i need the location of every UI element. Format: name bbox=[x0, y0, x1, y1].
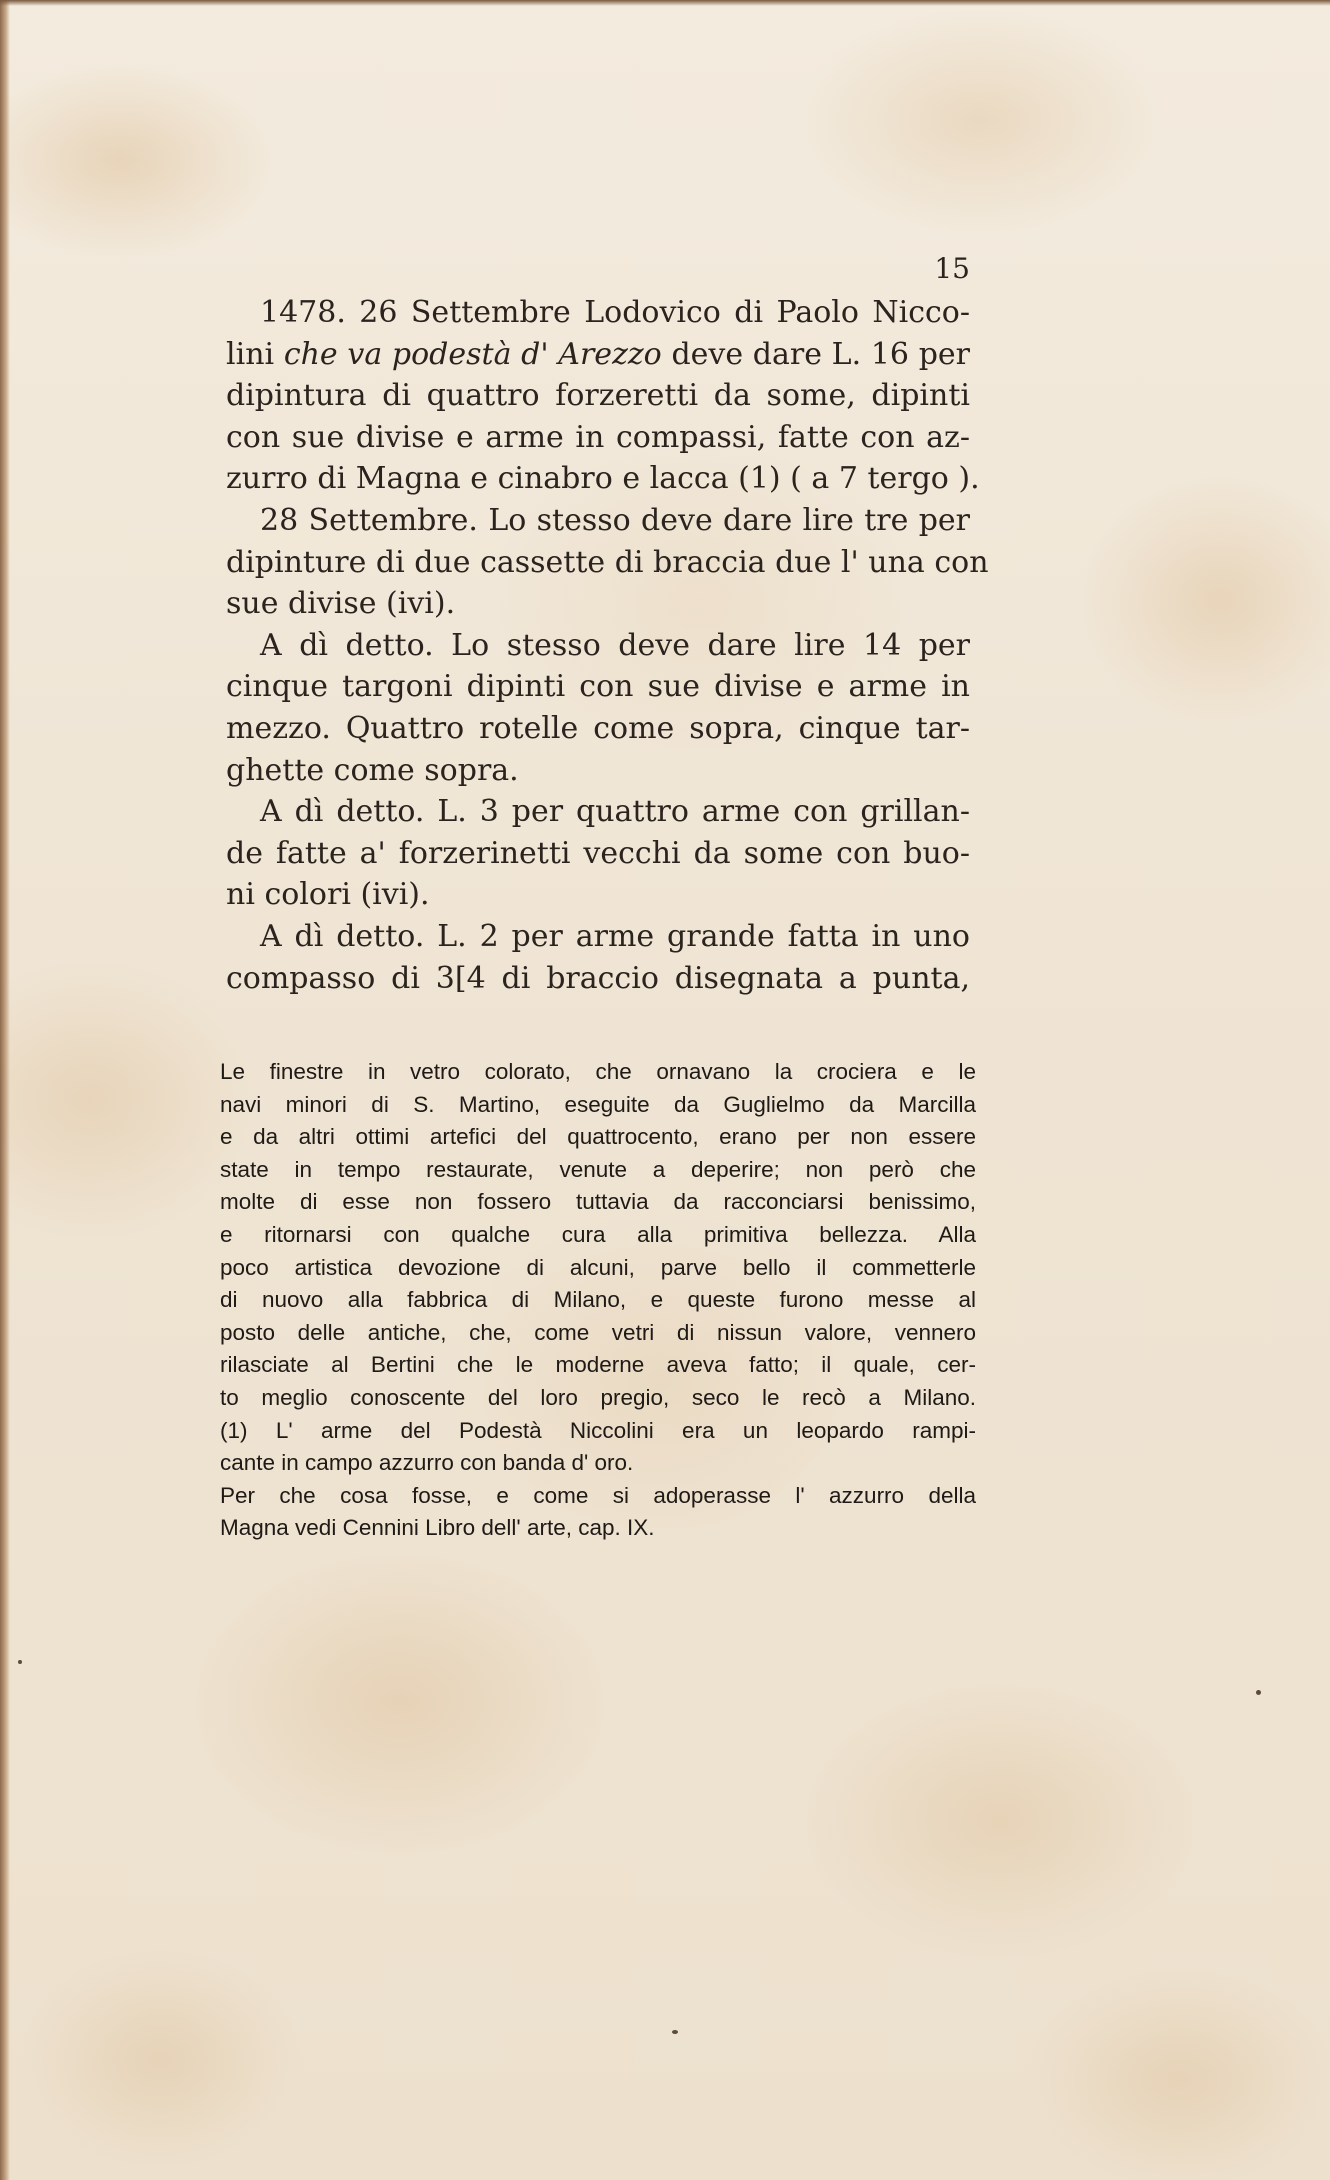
text-line: 1478. 26 Settembre Lodovico di Paolo Nicco- bbox=[260, 295, 970, 330]
footnote-line: rilasciate al Bertini che le moderne aveva fatto; il quale, cer- bbox=[220, 1352, 976, 1378]
italic-phrase: che va podestà d' Arezzo bbox=[283, 336, 662, 372]
text-line: cinque targoni dipinti con sue divise e arme in bbox=[226, 669, 970, 705]
footnote-line: to meglio conoscente del loro pregio, seco le recò a Milano. bbox=[220, 1384, 976, 1410]
footnote-line: di nuovo alla fabbrica di Milano, e queste furono messe al bbox=[220, 1287, 976, 1313]
page-binding-edge bbox=[0, 0, 10, 2180]
footnote-line: Le finestre in vetro colorato, che ornavano la crociera e le bbox=[220, 1059, 976, 1084]
paper-speck bbox=[18, 1660, 22, 1664]
footnote-line: Magna vedi Cennini Libro dell' arte, cap. IX. bbox=[220, 1515, 655, 1541]
page-number: 15 bbox=[934, 252, 970, 285]
main-text bbox=[226, 292, 989, 999]
footnote-line: cante in campo azzurro con banda d' oro. bbox=[220, 1450, 634, 1476]
footnotes bbox=[220, 1056, 976, 1545]
text-line: A dì detto. Lo stesso deve dare lire 14 per bbox=[260, 627, 970, 663]
text-fragment: deve dare L. 16 per bbox=[661, 336, 970, 372]
text-line: A dì detto. L. 2 per arme grande fatta in uno bbox=[260, 918, 970, 954]
footnote-line: e da altri ottimi artefici del quattrocento, erano per non essere bbox=[220, 1124, 976, 1150]
text-line: zurro di Magna e cinabro e lacca (1) ( a 7 tergo ). bbox=[226, 461, 980, 497]
text-line: sue divise (ivi). bbox=[226, 586, 456, 622]
text-line: dipintura di quattro forzeretti da some, dipinti bbox=[226, 378, 970, 414]
footnote-line: navi minori di S. Martino, eseguite da Guglielmo da Marcilla bbox=[220, 1091, 976, 1117]
text-line: mezzo. Quattro rotelle come sopra, cinque tar- bbox=[226, 710, 970, 746]
text-line: ghette come sopra. bbox=[226, 752, 519, 788]
text-line: ni colori (ivi). bbox=[226, 877, 430, 913]
footnote-line: e ritornarsi con qualche cura alla primitiva bellezza. Alla bbox=[220, 1221, 976, 1247]
text-line: dipinture di due cassette di braccia due l' una con bbox=[226, 544, 989, 580]
text-line bbox=[226, 334, 970, 376]
footnote-line: state in tempo restaurate, venute a deperire; non però che bbox=[220, 1156, 976, 1182]
paper-speck bbox=[672, 2030, 678, 2034]
text-line: 28 Settembre. Lo stesso deve dare lire tre per bbox=[260, 502, 970, 538]
text-fragment: lini bbox=[226, 336, 284, 372]
footnote-line: (1) L' arme del Podestà Niccolini era un leopardo rampi- bbox=[220, 1417, 976, 1443]
text-line: A dì detto. L. 3 per quattro arme con grillan- bbox=[260, 794, 970, 830]
paper-speck bbox=[1256, 1690, 1261, 1695]
text-line: de fatte a' forzerinetti vecchi da some con buo- bbox=[226, 835, 970, 871]
footnote-line: poco artistica devozione di alcuni, parve bello il commetterle bbox=[220, 1254, 976, 1280]
text-line: compasso di 3[4 di braccio disegnata a punta, bbox=[226, 960, 970, 996]
footnote-line: molte di esse non fossero tuttavia da racconciarsi benissimo, bbox=[220, 1189, 976, 1215]
text-line: con sue divise e arme in compassi, fatte con az- bbox=[226, 419, 970, 455]
footnote-line: posto delle antiche, che, come vetri di nissun valore, vennero bbox=[220, 1319, 976, 1345]
footnote-line: Per che cosa fosse, e come si adoperasse l' azzurro della bbox=[220, 1482, 976, 1508]
page-top-edge bbox=[0, 0, 1330, 6]
